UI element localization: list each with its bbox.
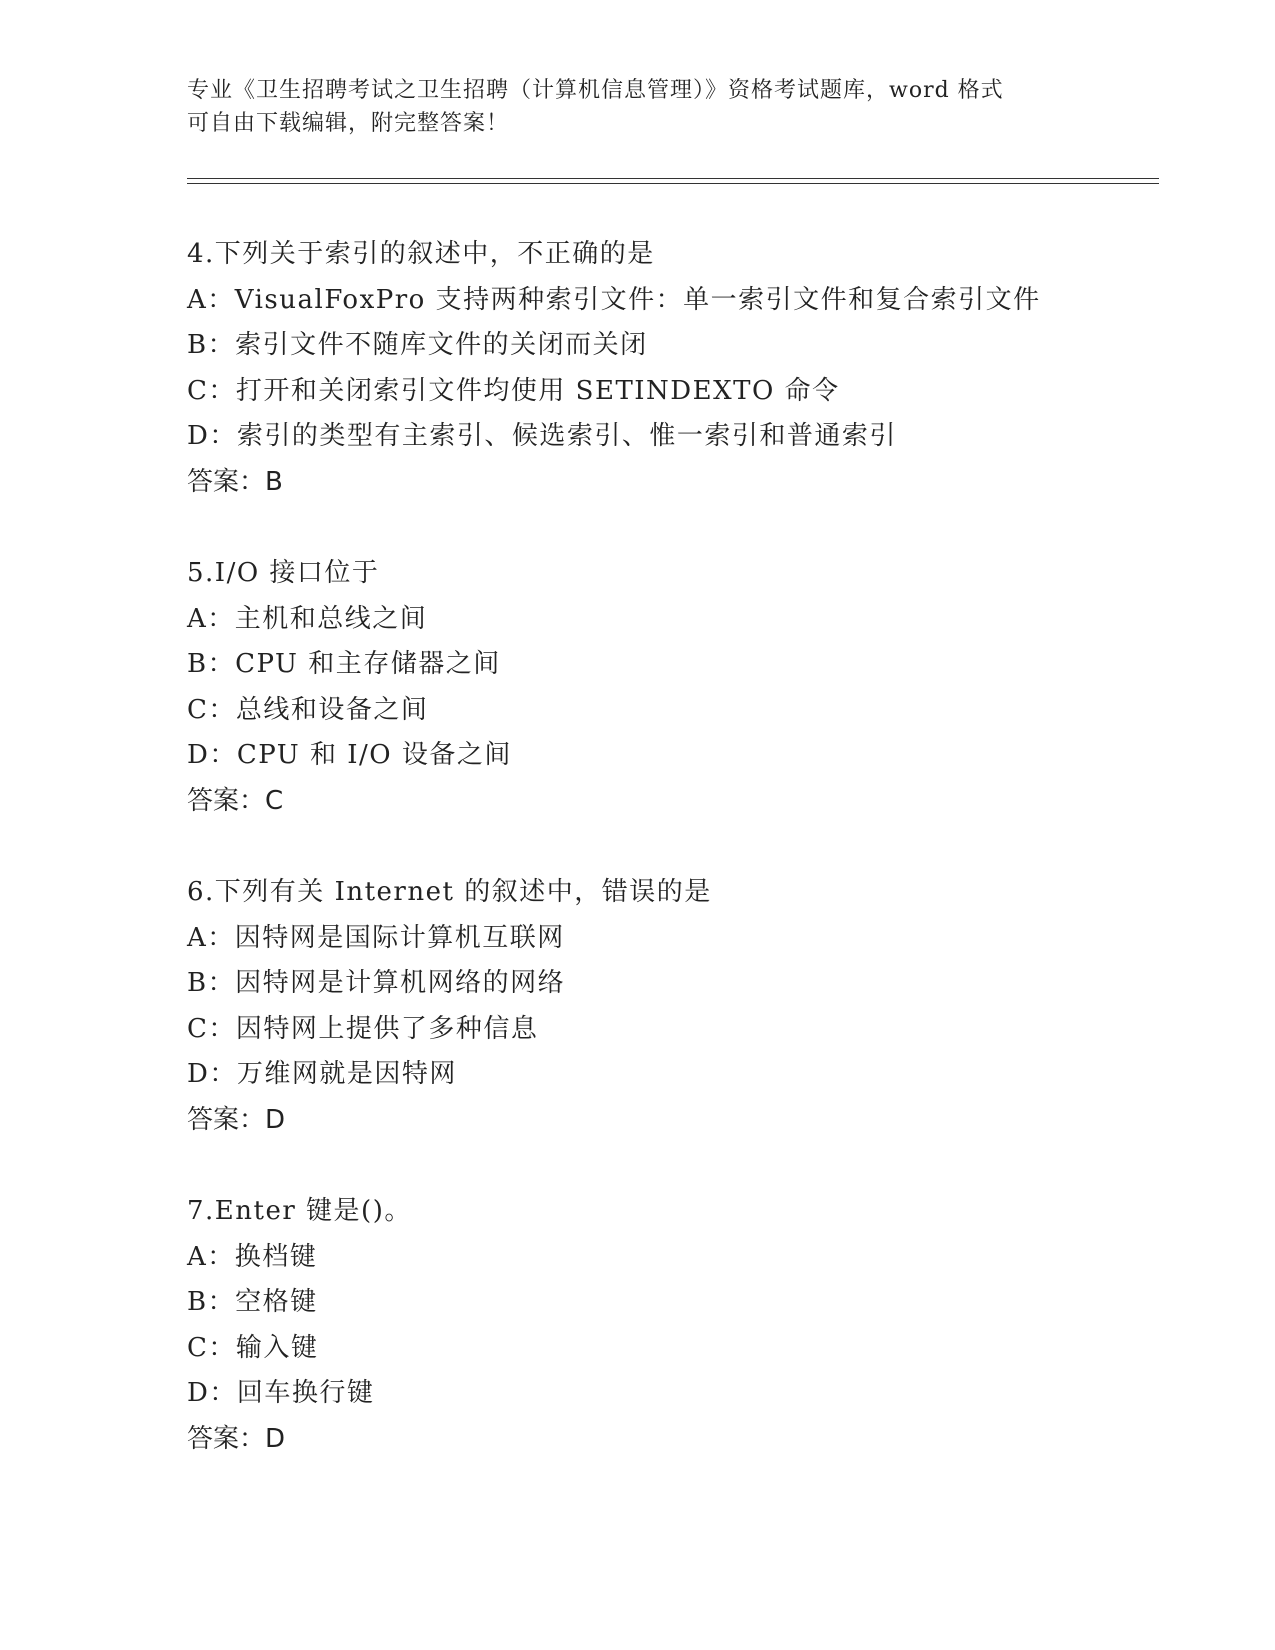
option-d: D：索引的类型有主索引、候选索引、惟一索引和普通索引 [187,421,897,451]
question-7 [187,1189,1147,1462]
question-stem: 4.下列关于索引的叙述中，不正确的是 [187,239,655,269]
option-c: C：因特网上提供了多种信息 [187,1013,539,1044]
option-b: B：空格键 [187,1287,318,1317]
header-line-2: 可自由下载编辑，附完整答案！ [187,111,510,136]
question-stem: 5.I/O 接口位于 [187,558,380,588]
question-5 [187,551,1147,824]
option-a: A：换档键 [187,1241,318,1272]
option-a: A：主机和总线之间 [187,603,428,634]
option-c: C：输入键 [187,1332,319,1363]
option-d: D：万维网就是因特网 [187,1059,457,1089]
option-c: C：总线和设备之间 [187,694,429,725]
answer-line: 答案：D [187,1104,286,1135]
option-c: C：打开和关闭索引文件均使用 SETINDEXTO 命令 [187,375,840,406]
option-a: A：因特网是国际计算机互联网 [187,922,565,953]
option-d: D：回车换行键 [187,1378,375,1408]
answer-line: 答案：C [187,785,284,816]
option-a: A：VisualFoxPro 支持两种索引文件：单一索引文件和复合索引文件 [187,284,1041,315]
question-stem: 6.下列有关 Internet 的叙述中，错误的是 [187,877,712,907]
header-line-1: 专业《卫生招聘考试之卫生招聘（计算机信息管理）》资格考试题库，word 格式 [187,78,1004,103]
question-4 [187,232,1147,505]
option-b: B：索引文件不随库文件的关闭而关闭 [187,330,648,360]
question-stem: 7.Enter 键是()。 [187,1196,412,1226]
header-divider-bottom [187,183,1159,184]
document-header [187,74,1067,140]
answer-line: 答案：B [187,466,283,497]
question-list [187,232,1147,1508]
header-divider-top [187,178,1159,179]
option-d: D：CPU 和 I/O 设备之间 [187,740,512,770]
option-b: B：因特网是计算机网络的网络 [187,968,566,998]
option-b: B：CPU 和主存储器之间 [187,649,501,679]
answer-line: 答案：D [187,1423,286,1454]
question-6 [187,870,1147,1143]
